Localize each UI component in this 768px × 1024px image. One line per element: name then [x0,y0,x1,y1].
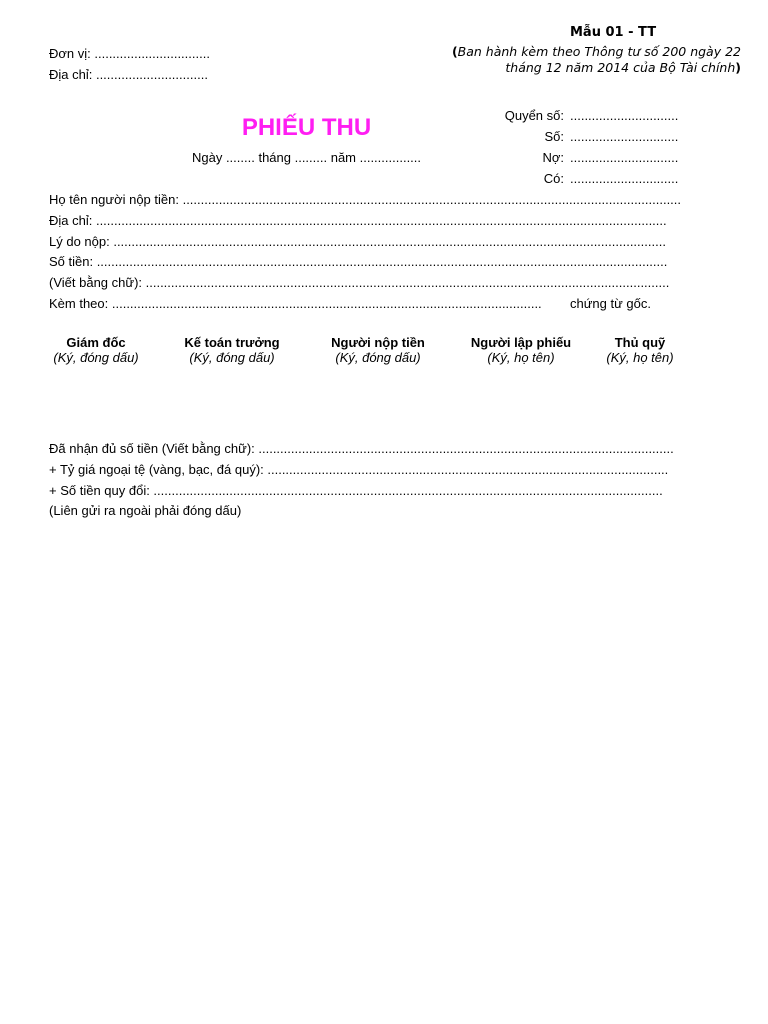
regulation-basis [452,44,741,76]
unit-field: Đơn vị: ................................ [49,46,210,61]
signature-title: Giám đốc [66,335,126,350]
signature-instruction: (Ký, đóng dấu) [335,350,421,365]
amount-field: Số tiền: .............................................................................................................................................................. [49,254,668,269]
exchange-rate-field: + Tỷ giá ngoại tệ (vàng, bạc, đá quý): ............................................................................................................... [49,462,669,477]
payer-name-field: Họ tên người nộp tiền: .......................................................................................................................................... [49,192,682,207]
debit-label: Nợ: [542,150,564,165]
signature-instruction: (Ký, họ tên) [606,350,674,365]
signature-chief-accountant [167,335,297,365]
signature-preparer [456,335,586,365]
voucher-number-label: Số: [544,129,564,144]
signature-payer [313,335,443,365]
signature-title: Người nộp tiền [331,335,425,350]
regulation-line-2: tháng 12 năm 2014 của Bộ Tài chính [505,60,736,75]
voucher-number-field: .............................. [570,129,679,144]
unit-address-field: Địa chỉ: ............................... [49,67,208,82]
paren-open: ( [451,44,458,59]
signature-instruction: (Ký, đóng dấu) [53,350,139,365]
signature-title: Kế toán trưởng [184,335,280,350]
signature-director [36,335,156,365]
debit-field: .............................. [570,150,679,165]
signature-instruction: (Ký, họ tên) [487,350,555,365]
received-amount-field: Đã nhận đủ số tiền (Viết bằng chữ): ................................................................................................................... [49,441,674,456]
attached-documents-suffix: chứng từ gốc. [570,296,652,311]
signature-cashier [595,335,685,365]
credit-field: .............................. [570,171,679,186]
amount-in-words-field: (Viết bằng chữ): ................................................................................................................................................. [49,275,670,290]
signature-instruction: (Ký, đóng dấu) [189,350,275,365]
regulation-line-1: Ban hành kèm theo Thông tư số 200 ngày 22 [457,44,741,59]
document-title: PHIẾU THU [241,114,372,141]
converted-amount-field: + Số tiền quy đổi: ............................................................................................................................................. [49,483,663,498]
book-number-field: .............................. [570,108,679,123]
credit-label: Có: [543,171,564,186]
attached-documents-field: Kèm theo: ....................................................................................................................... [49,296,542,311]
book-number-label: Quyển số: [504,108,564,123]
stamp-note: (Liên gửi ra ngoài phải đóng dấu) [49,503,242,518]
reason-field: Lý do nộp: ......................................................................................................................................................... [49,234,666,249]
payer-address-field: Địa chỉ: .............................................................................................................................................................. [49,213,667,228]
paren-close: ) [735,60,741,75]
date-line: Ngày ........ tháng ......... năm ................. [191,150,422,165]
form-code: Mẫu 01 - TT [570,25,657,40]
signature-title: Thủ quỹ [614,335,666,350]
signature-title: Người lập phiếu [470,335,572,350]
